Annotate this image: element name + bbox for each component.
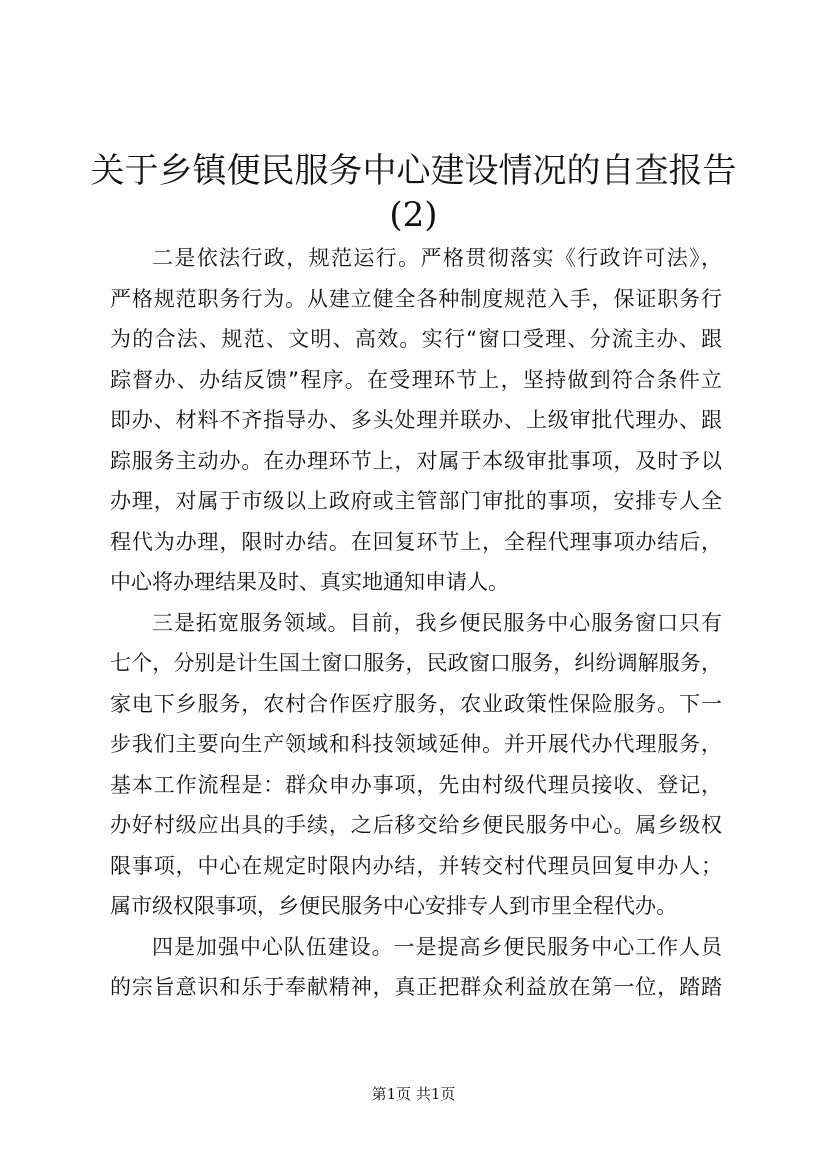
body-line: 踪服务主动办。在办理环节上，对属于本级审批事项，及时予以 — [110, 448, 722, 473]
body-line: 属市级权限事项，乡便民服务中心安排专人到市里全程代办。 — [110, 894, 677, 918]
body-line: 踪督办、办结反馈”程序。在受理环节上，坚持做到符合条件立 — [110, 367, 722, 392]
body-line: 四是加强中心队伍建设。一是提高乡便民服务中心工作人员 — [152, 934, 722, 959]
body-line: 中心将办理结果及时、真实地通知申请人。 — [110, 570, 509, 594]
document-title-line-1: 关于乡镇便民服务中心建设情况的自查报告 — [90, 151, 737, 191]
body-line: 家电下乡服务，农村合作医疗服务，农业政策性保险服务。下一 — [110, 691, 722, 716]
body-line: 限事项，中心在规定时限内办结，并转交村代理员回复申办人； — [110, 853, 722, 878]
body-line: 程代为办理，限时办结。在回复环节上，全程代理事项办结后， — [110, 529, 722, 554]
body-line: 办理，对属于市级以上政府或主管部门审批的事项，安排专人全 — [110, 489, 722, 513]
body-line: 的宗旨意识和乐于奉献精神，真正把群众利益放在第一位，踏踏 — [110, 975, 722, 999]
document-title-line-2: (2) — [389, 195, 438, 235]
body-line: 基本工作流程是：群众申办事项，先由村级代理员接收、登记， — [110, 772, 722, 797]
body-line: 严格规范职务行为。从建立健全各种制度规范入手，保证职务行 — [110, 286, 722, 311]
body-line: 即办、材料不齐指导办、多头处理并联办、上级审批代理办、跟 — [110, 408, 722, 432]
body-line: 办好村级应出具的手续，之后移交给乡便民服务中心。属乡级权 — [110, 813, 722, 837]
body-line: 七个，分别是计生国土窗口服务，民政窗口服务，纠纷调解服务， — [110, 651, 722, 675]
body-line: 步我们主要向生产领域和科技领域延伸。并开展代办代理服务， — [110, 732, 722, 756]
body-line: 二是依法行政，规范运行。严格贯彻落实《行政许可法》， — [152, 246, 722, 270]
body-line: 三是拓宽服务领域。目前，我乡便民服务中心服务窗口只有 — [152, 610, 722, 635]
document-body — [110, 238, 722, 1008]
page-footer: 第1页 共1页 — [371, 1085, 456, 1103]
body-line: 为的合法、规范、文明、高效。实行“窗口受理、分流主办、跟 — [110, 327, 722, 351]
